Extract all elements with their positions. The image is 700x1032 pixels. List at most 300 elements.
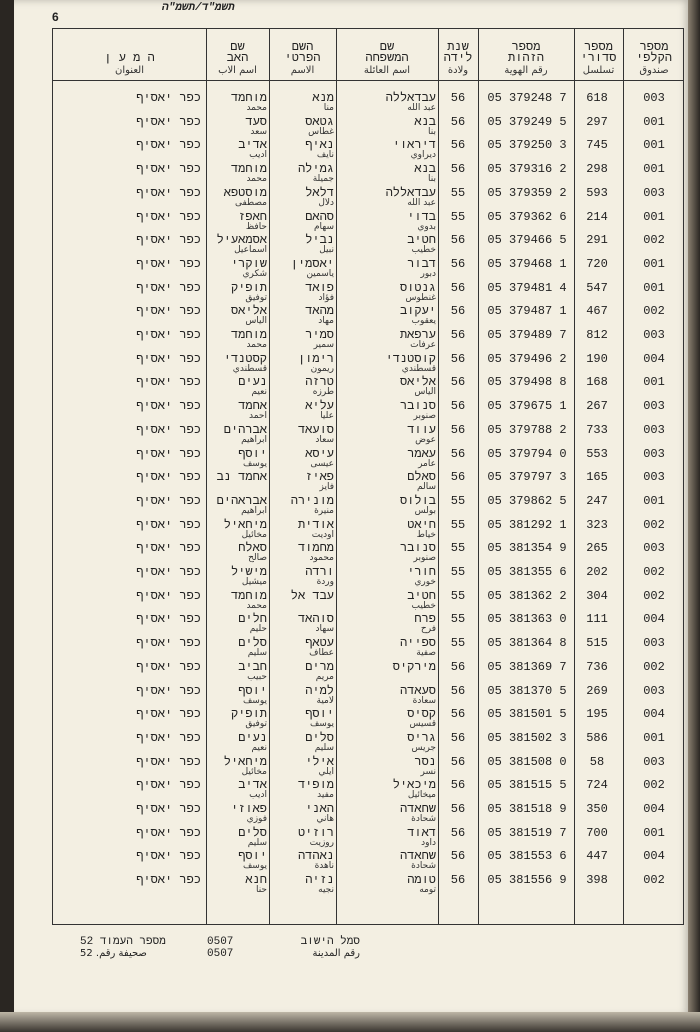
first-name-cell: עליא — [305, 399, 334, 414]
birth-year-cell: 56 — [450, 849, 466, 864]
table-row — [53, 707, 683, 731]
father-name-cell: מיחאיל — [223, 754, 267, 769]
first-name-arabic: هاني — [316, 814, 334, 824]
serial-number-cell: 812 — [586, 328, 608, 342]
address-cell: כפר יאסיף — [136, 612, 201, 627]
column-header-address — [53, 29, 206, 80]
father-name-cell: מוחמד — [230, 162, 267, 177]
family-name-arabic: بولس — [414, 505, 436, 516]
page-number-ar-value: 52 — [80, 948, 93, 959]
birth-year-cell: 56 — [450, 162, 466, 177]
birth-year-cell: 56 — [450, 328, 466, 342]
address-cell: כפר יאסיף — [136, 256, 201, 271]
first-name-cell: סלים — [305, 730, 334, 745]
first-name-arabic: غطاس — [308, 126, 334, 137]
id-number-cell: 05 379496 2 — [487, 351, 567, 366]
first-name-arabic: سهام — [313, 221, 334, 232]
family-name-arabic: عوض — [415, 434, 436, 445]
id-number-cell: 05 379797 3 — [487, 470, 567, 485]
document-header-title: תשמ"ד/תשמ"ה — [162, 2, 235, 14]
serial-number-cell: 547 — [586, 280, 608, 295]
ballot-box-cell: 002 — [643, 565, 665, 579]
father-name-arabic: احمد — [249, 411, 267, 422]
column-header-text: ה מ ע ן — [104, 51, 155, 65]
father-name-cell: שוקרי — [230, 256, 267, 271]
first-name-arabic: منا — [323, 103, 334, 113]
serial-number-cell: 291 — [586, 233, 608, 248]
father-name-arabic: فوزي — [246, 814, 267, 824]
father-name-arabic: ابراهيم — [241, 434, 267, 445]
father-name-arabic: قسطندي — [232, 363, 267, 374]
birth-year-cell: 56 — [450, 683, 466, 698]
table-row — [53, 731, 683, 755]
address-cell: כפר יאסיף — [136, 446, 201, 461]
address-cell: כפר יאסיף — [136, 328, 201, 342]
birth-year-cell: 55 — [450, 565, 466, 579]
serial-number-cell: 586 — [586, 730, 608, 745]
birth-year-cell: 56 — [450, 375, 466, 390]
table-row — [53, 802, 683, 826]
serial-number-cell: 304 — [586, 588, 608, 603]
serial-number-cell: 447 — [586, 849, 608, 864]
table-row — [53, 660, 683, 684]
ballot-box-cell: 001 — [643, 280, 665, 295]
first-name-cell: פאיז — [305, 470, 334, 485]
father-name-cell: חלים — [238, 612, 267, 627]
father-name-arabic: يوسف — [242, 458, 267, 469]
family-name-cell: עבדאללה — [385, 185, 436, 200]
father-name-arabic: يوسف — [242, 861, 267, 872]
first-name-cell: רימון — [297, 351, 334, 366]
id-number-cell: 05 381355 6 — [487, 565, 567, 579]
id-number-cell: 05 381518 9 — [487, 802, 567, 816]
father-name-arabic: مصطفى — [234, 197, 267, 208]
serial-number-cell: 195 — [586, 707, 608, 722]
first-name-arabic: سعاد — [315, 434, 334, 445]
family-name-cell: עאמר — [407, 446, 436, 461]
column-header-text: מספר — [639, 40, 669, 54]
address-cell: כפר יאסיף — [136, 280, 201, 295]
first-name-cell: נאיף — [305, 138, 334, 153]
first-name-cell: גמילה — [297, 162, 334, 177]
column-header-text: האב — [226, 51, 249, 65]
father-name-cell: אסמאעיל — [216, 233, 267, 248]
column-header-text: שנת — [447, 40, 469, 54]
id-number-cell: 05 381364 8 — [487, 636, 567, 651]
column-header-serial — [574, 29, 623, 80]
address-cell: כפר יאסיף — [136, 778, 201, 793]
first-name-arabic: ايلي — [318, 766, 334, 777]
first-name-cell: יוסף — [305, 707, 334, 722]
first-name-arabic: عليا — [320, 411, 334, 422]
table-row — [53, 375, 683, 399]
family-name-arabic: صنوبر — [413, 553, 436, 564]
column-header-arabic: تسلسل — [582, 65, 615, 76]
table-row — [53, 233, 683, 257]
id-number-cell: 05 381502 3 — [487, 730, 567, 745]
ballot-box-cell: 004 — [643, 351, 665, 366]
first-name-cell: האני — [305, 802, 334, 816]
column-header-text: לידה — [443, 51, 473, 65]
id-number-cell: 05 381501 5 — [487, 707, 567, 722]
address-cell: כפר יאסיף — [136, 493, 201, 508]
family-name-cell: בנא — [414, 162, 436, 177]
id-number-cell: 05 379249 5 — [487, 114, 567, 129]
first-name-cell: מופיד — [297, 778, 334, 793]
family-name-cell: מירקיס — [392, 659, 436, 674]
family-name-arabic: خياط — [416, 529, 436, 540]
first-name-arabic: لامية — [316, 695, 334, 706]
family-name-arabic: بنا — [428, 126, 436, 137]
serial-number-cell: 298 — [586, 162, 608, 177]
table-row — [53, 612, 683, 636]
birth-year-cell: 56 — [450, 707, 466, 722]
family-name-cell: קוסטנדי — [385, 351, 436, 366]
serial-number-cell: 593 — [586, 185, 608, 200]
voter-table — [52, 28, 684, 925]
ballot-box-cell: 002 — [643, 659, 665, 674]
father-name-cell: אדיב — [238, 138, 267, 153]
id-number-cell: 05 379794 0 — [487, 446, 567, 461]
address-cell: כפר יאסיף — [136, 659, 201, 674]
address-cell: כפר יאסיף — [136, 233, 201, 248]
id-number-cell: 05 379481 4 — [487, 280, 567, 295]
first-name-cell: עבד אל — [290, 588, 334, 603]
serial-number-cell: 323 — [586, 517, 608, 532]
first-name-cell: עיסא — [305, 446, 334, 461]
table-row — [53, 778, 683, 802]
father-name-cell: סאלח — [238, 541, 267, 556]
father-name-arabic: يوسف — [242, 695, 267, 706]
column-header-arabic: اسم الاب — [218, 65, 257, 76]
family-name-cell: פרח — [414, 612, 436, 627]
birth-year-cell: 56 — [450, 138, 466, 153]
first-name-cell: מחמוד — [297, 541, 334, 556]
address-cell: כפר יאסיף — [136, 185, 201, 200]
family-name-cell: חיאט — [407, 517, 436, 532]
table-row — [53, 849, 683, 873]
family-name-arabic: سعادة — [412, 695, 436, 706]
ballot-box-cell: 002 — [643, 588, 665, 603]
first-name-arabic: طرزه — [312, 387, 334, 398]
address-cell: כפר יאסיף — [136, 399, 201, 414]
family-name-arabic: عرفات — [410, 340, 436, 350]
first-name-arabic: نايف — [316, 150, 334, 161]
first-name-cell: סועאד — [297, 422, 334, 437]
ballot-box-cell: 002 — [643, 873, 665, 888]
first-name-arabic: دلال — [318, 197, 334, 208]
table-row — [53, 328, 683, 352]
ballot-box-cell: 001 — [643, 138, 665, 153]
father-name-arabic: حنا — [255, 885, 267, 896]
family-name-arabic: بنا — [428, 174, 436, 185]
father-name-arabic: نعيم — [251, 742, 267, 753]
page-footer-left — [80, 936, 166, 959]
id-number-cell: 05 381553 6 — [487, 849, 567, 864]
family-name-cell: יעקוב — [399, 304, 436, 319]
table-row — [53, 91, 683, 115]
birth-year-cell: 56 — [450, 659, 466, 674]
birth-year-cell: 56 — [450, 91, 466, 105]
father-name-cell: מיחאיל — [223, 517, 267, 532]
address-cell: כפר יאסיף — [136, 849, 201, 864]
ballot-box-cell: 001 — [643, 114, 665, 129]
family-name-arabic: قسطندي — [401, 363, 436, 374]
id-number-cell: 05 381508 0 — [487, 754, 567, 769]
address-cell: כפר יאסיף — [136, 114, 201, 129]
address-cell: כפר יאסיף — [136, 565, 201, 579]
serial-number-cell: 111 — [586, 612, 608, 627]
father-name-cell: מוחמד — [230, 91, 267, 105]
column-header-arabic: رقم الهوية — [504, 65, 548, 76]
father-name-cell: יוסף — [238, 683, 267, 698]
table-row — [53, 873, 683, 897]
first-name-cell: מונירה — [290, 493, 334, 508]
family-name-cell: ספייה — [399, 636, 436, 651]
ballot-box-cell: 003 — [643, 91, 665, 105]
first-name-cell: סמיר — [305, 328, 334, 342]
column-header-father — [206, 29, 269, 80]
address-cell: כפר יאסיף — [136, 683, 201, 698]
serial-number-cell: 553 — [586, 446, 608, 461]
column-header-id — [478, 29, 574, 80]
table-row — [53, 304, 683, 328]
table-row — [53, 684, 683, 708]
address-cell: כפר יאסיף — [136, 588, 201, 603]
serial-number-cell: 720 — [586, 256, 608, 271]
id-number-cell: 05 379788 2 — [487, 422, 567, 437]
table-row — [53, 399, 683, 423]
table-row — [53, 281, 683, 305]
birth-year-cell: 56 — [450, 873, 466, 888]
address-cell: כפר יאסיף — [136, 375, 201, 390]
father-name-cell: מוחמד — [230, 328, 267, 342]
id-number-cell: 05 379250 3 — [487, 138, 567, 153]
serial-number-cell: 297 — [586, 114, 608, 129]
first-name-arabic: فايز — [319, 482, 334, 493]
first-name-arabic: مهاد — [318, 316, 334, 327]
father-name-arabic: مخائيل — [241, 529, 267, 540]
first-name-cell: אודית — [297, 517, 334, 532]
father-name-cell: חנא — [245, 873, 267, 888]
birth-year-cell: 56 — [450, 399, 466, 414]
father-name-arabic: توفيق — [245, 719, 267, 730]
page-number-ar-label: صحيفة رقم. — [95, 948, 147, 959]
first-name-cell: מהאד — [305, 304, 334, 319]
family-name-arabic: داود — [421, 837, 436, 848]
serial-number-cell: 618 — [586, 91, 608, 105]
family-name-arabic: ميخائيل — [407, 790, 436, 801]
column-header-arabic: اسم العائلة — [363, 65, 411, 76]
id-number-cell: 05 381556 9 — [487, 873, 567, 888]
birth-year-cell: 55 — [450, 588, 466, 603]
family-name-arabic: جريس — [411, 742, 436, 753]
page-number-label: מספר העמוד — [99, 936, 166, 948]
table-row — [53, 636, 683, 660]
ballot-box-cell: 002 — [643, 304, 665, 319]
family-name-arabic: الياس — [414, 387, 436, 398]
family-name-cell: מיכאיל — [392, 778, 436, 793]
family-name-cell: דאוד — [407, 825, 436, 840]
birth-year-cell: 56 — [450, 233, 466, 248]
first-name-cell: טרזה — [305, 375, 334, 390]
column-header-text: מספר — [511, 40, 541, 54]
birth-year-cell: 55 — [450, 517, 466, 532]
ballot-box-cell: 003 — [643, 683, 665, 698]
id-number-cell: 05 379498 8 — [487, 375, 567, 390]
column-header-first — [269, 29, 336, 80]
column-header-text: הזהות — [508, 51, 545, 65]
father-name-arabic: حليم — [249, 624, 267, 635]
table-row — [53, 826, 683, 850]
family-name-cell: חטיב — [407, 588, 436, 603]
father-name-cell: אחמד — [238, 399, 267, 414]
column-header-family — [336, 29, 438, 80]
table-row — [53, 518, 683, 542]
address-cell: כפר יאסיף — [136, 304, 201, 319]
table-row — [53, 210, 683, 234]
birth-year-cell: 55 — [450, 636, 466, 651]
header-divider — [53, 80, 683, 81]
family-name-arabic: شحادة — [411, 814, 436, 824]
ballot-box-cell: 002 — [643, 778, 665, 793]
father-name-arabic: صالح — [248, 553, 267, 564]
ballot-box-cell: 001 — [643, 375, 665, 390]
first-name-cell: רוזיט — [297, 825, 334, 840]
serial-number-cell: 214 — [586, 209, 608, 224]
father-name-cell: אבראהים — [216, 493, 267, 508]
ballot-box-cell: 003 — [643, 541, 665, 556]
family-name-arabic: قسيس — [409, 719, 436, 730]
father-name-cell: אליאס — [230, 304, 267, 319]
birth-year-cell: 55 — [450, 541, 466, 556]
table-row — [53, 447, 683, 471]
settlement-code-ar-value: 0507 — [207, 948, 234, 960]
first-name-arabic: جميلة — [312, 174, 334, 185]
column-header-text: מספר — [584, 40, 613, 54]
table-row — [53, 423, 683, 447]
father-name-cell: מוחמד — [230, 588, 267, 603]
family-name-arabic: خطيب — [411, 600, 436, 611]
serial-number-cell: 58 — [589, 754, 605, 769]
first-name-cell: אילי — [305, 754, 334, 769]
address-cell: כפר יאסיף — [136, 422, 201, 437]
ballot-box-cell: 004 — [643, 707, 665, 722]
first-name-cell: מנא — [312, 91, 334, 105]
address-cell: כפר יאסיף — [136, 541, 201, 556]
column-header-arabic: العنوان — [115, 65, 144, 76]
serial-number-cell: 515 — [586, 636, 608, 651]
column-header-arabic: صندوق — [639, 65, 669, 76]
father-name-cell: קסטנדי — [223, 351, 267, 366]
birth-year-cell: 55 — [450, 612, 466, 627]
father-name-arabic: توفيق — [245, 292, 267, 303]
ballot-box-cell: 002 — [643, 233, 665, 248]
father-name-arabic: نعيم — [251, 387, 267, 398]
birth-year-cell: 56 — [450, 114, 466, 129]
address-cell: כפר יאסיף — [136, 517, 201, 532]
id-number-cell: 05 379359 2 — [487, 185, 567, 200]
column-header-text: הקלפי — [636, 51, 673, 65]
family-name-cell: נסר — [414, 754, 436, 769]
first-name-cell: גטאס — [305, 114, 334, 129]
birth-year-cell: 56 — [450, 446, 466, 461]
address-cell: כפר יאסיף — [136, 873, 201, 888]
family-name-cell: סנובר — [399, 541, 436, 556]
father-name-arabic: حبيب — [247, 671, 267, 682]
first-name-cell: נזיה — [305, 873, 334, 888]
ballot-box-cell: 001 — [643, 162, 665, 177]
family-name-cell: שחאדה — [399, 802, 436, 816]
ballot-box-cell: 004 — [643, 802, 665, 816]
family-name-cell: קסיס — [407, 707, 436, 722]
table-row — [53, 565, 683, 589]
first-name-cell: נביל — [305, 233, 334, 248]
family-name-cell: בנא — [414, 114, 436, 129]
id-number-cell: 05 381354 9 — [487, 541, 567, 556]
father-name-arabic: مخائيل — [241, 766, 267, 777]
table-row — [53, 755, 683, 779]
address-cell: כפר יאסיף — [136, 209, 201, 224]
birth-year-cell: 56 — [450, 280, 466, 295]
father-name-cell: תופיק — [230, 280, 267, 295]
father-name-cell: נעים — [238, 730, 267, 745]
father-name-arabic: محمد — [246, 174, 267, 185]
address-cell: כפר יאסיף — [136, 636, 201, 651]
column-header-arabic: الاسم — [290, 65, 315, 76]
birth-year-cell: 55 — [450, 185, 466, 200]
father-name-cell: פאוזי — [230, 802, 267, 816]
first-name-arabic: ريمون — [310, 363, 334, 374]
serial-number-cell: 202 — [586, 565, 608, 579]
serial-number-cell: 700 — [586, 825, 608, 840]
family-name-arabic: صنوبر — [413, 411, 436, 422]
address-cell: כפר יאסיף — [136, 162, 201, 177]
table-row — [53, 494, 683, 518]
address-cell: כפר יאסיף — [136, 754, 201, 769]
family-name-arabic: نسر — [420, 766, 436, 777]
first-name-arabic: فؤاد — [318, 292, 334, 303]
first-name-cell: מרים — [305, 659, 334, 674]
ballot-box-cell: 002 — [643, 517, 665, 532]
birth-year-cell: 56 — [450, 351, 466, 366]
settlement-label-he: סמל הישוב — [300, 936, 360, 948]
father-name-arabic: سليم — [247, 648, 267, 659]
first-name-arabic: اوديت — [311, 529, 334, 540]
ballot-box-cell: 001 — [643, 209, 665, 224]
first-name-arabic: سليم — [314, 742, 334, 753]
family-name-cell: סעאדה — [399, 683, 436, 698]
first-name-cell: יאסמין — [290, 256, 334, 271]
first-name-arabic: روزيت — [309, 837, 334, 848]
settlement-label — [250, 936, 360, 959]
father-name-arabic: اسماعيل — [234, 245, 267, 256]
ballot-box-cell: 001 — [643, 493, 665, 508]
first-name-arabic: ياسمين — [306, 268, 334, 279]
first-name-cell: למיה — [305, 683, 334, 698]
first-name-arabic: عيسى — [310, 458, 334, 469]
father-name-cell: מוסטפא — [223, 185, 267, 200]
father-name-arabic: الياس — [245, 316, 267, 327]
id-number-cell: 05 381370 5 — [487, 683, 567, 698]
page-number-footer-value: 52 — [80, 936, 94, 948]
father-name-arabic: سعد — [250, 126, 267, 137]
father-name-arabic: ميشيل — [241, 577, 267, 587]
family-name-cell: סאלם — [407, 470, 436, 485]
family-name-arabic: عبد الله — [407, 197, 436, 208]
family-name-cell: שחאדה — [399, 849, 436, 864]
birth-year-cell: 56 — [450, 778, 466, 793]
